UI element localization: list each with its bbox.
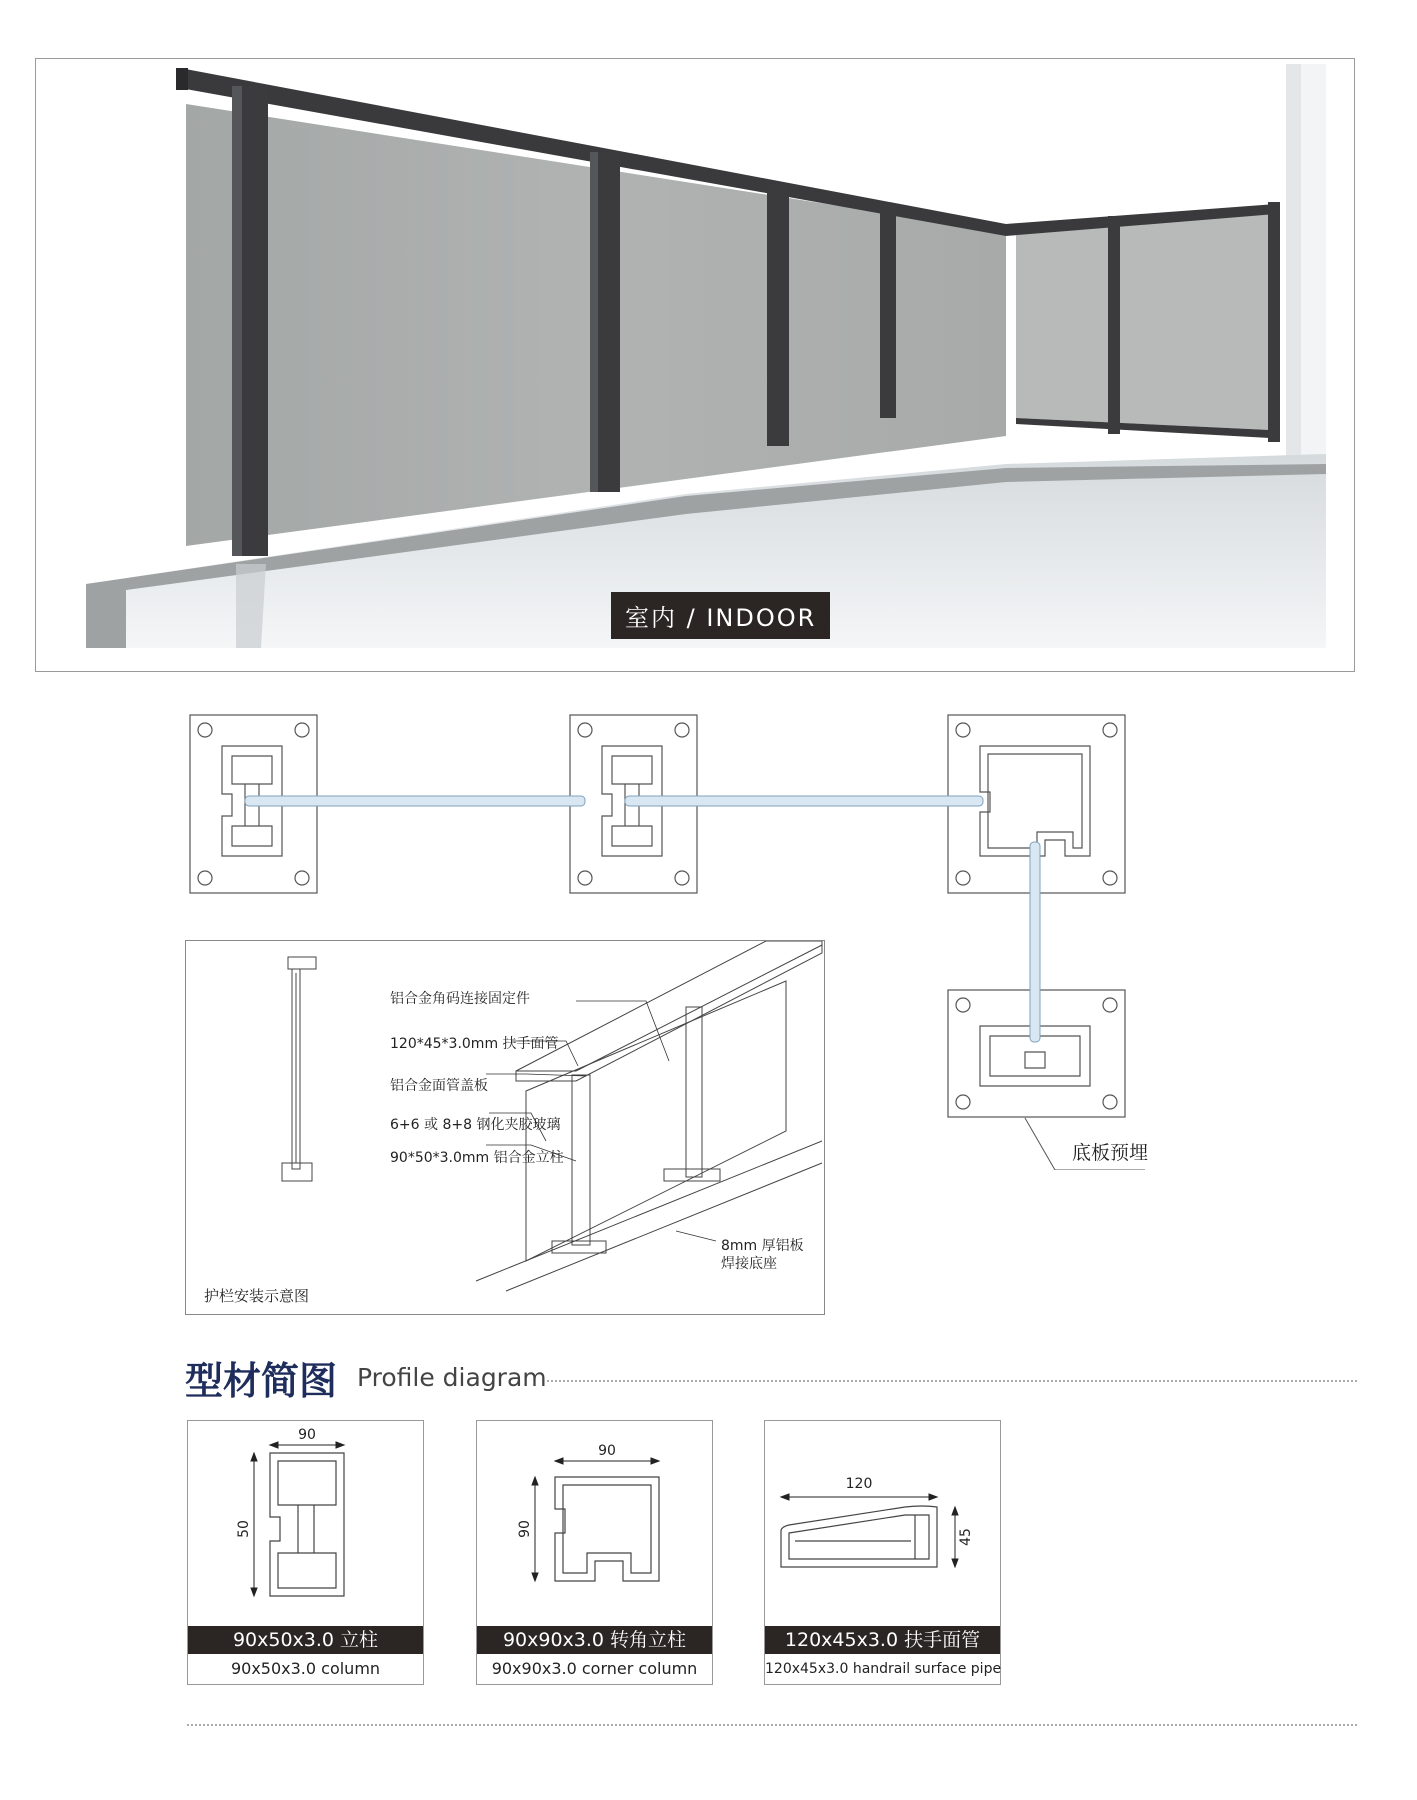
card-label-en: 90x90x3.0 corner column [491, 1659, 698, 1678]
profile-card-handrail [764, 1420, 1001, 1685]
glass-line-3 [1030, 842, 1040, 1042]
section-divider-bottom [187, 1724, 1357, 1726]
back-wall-edge [1301, 64, 1326, 464]
post-3d-2 [686, 1007, 702, 1177]
indoor-badge: 室内 / INDOOR [611, 592, 830, 639]
floor-reflection [236, 564, 266, 648]
callout-base-line1: 8mm 厚铝板 [721, 1238, 804, 1254]
callout-glass: 6+6 或 8+8 钢化夹胶玻璃 [390, 1117, 561, 1133]
post-end [1268, 202, 1280, 442]
section-handrail [288, 957, 316, 969]
glass-line-1 [245, 796, 585, 806]
callout-base-line2: 焊接底座 [721, 1256, 777, 1272]
post-corner-right [1108, 216, 1120, 434]
post-4 [880, 204, 896, 418]
corner-column-profile-drawing [477, 1421, 712, 1626]
glass-line-2 [625, 796, 983, 806]
profile-card-corner-column [476, 1420, 713, 1685]
card-label-cn: 120x45x3.0 扶手面管 [765, 1626, 1000, 1654]
callout-bracket: 铝合金角码连接固定件 [390, 991, 530, 1007]
section-divider-top [547, 1380, 1357, 1382]
dim-width: 90 [298, 1427, 316, 1443]
section-base [282, 1163, 312, 1181]
card-label-en: 120x45x3.0 handrail surface pipe [765, 1661, 1002, 1677]
handrail-end-cap [176, 68, 188, 90]
post-2-highlight [590, 152, 598, 492]
dim-height: 50 [236, 1520, 252, 1538]
handrail-profile-drawing [765, 1421, 1000, 1626]
glass-panel-corner [1016, 209, 1270, 430]
post-1-highlight [232, 86, 242, 556]
callout-handrail: 120*45*3.0mm 扶手面管 [390, 1036, 559, 1052]
dim-width: 120 [845, 1476, 873, 1492]
profile-title-cn: 型材简图 [185, 1359, 338, 1403]
post-3d-1 [572, 1075, 590, 1245]
card-label-cn: 90x50x3.0 立柱 [188, 1626, 423, 1654]
base-plate-3d-2 [664, 1169, 720, 1181]
dim-height: 45 [958, 1528, 974, 1546]
install-caption: 护栏安装示意图 [204, 1287, 310, 1305]
corner-column-profile [980, 746, 1090, 856]
base-label-leader [1025, 1118, 1055, 1170]
profile-card-column [187, 1420, 424, 1685]
dim-height: 90 [517, 1520, 533, 1538]
post-3 [767, 184, 789, 446]
indoor-railing-illustration [86, 64, 1326, 648]
callout-cover-plate: 铝合金面管盖板 [390, 1078, 488, 1094]
callout-post: 90*50*3.0mm 铝合金立柱 [390, 1150, 564, 1166]
glass-panel-3d [526, 981, 786, 1261]
profile-title-en: Profile diagram [357, 1363, 547, 1392]
base-embed-label: 底板预埋 [1072, 1142, 1149, 1164]
column-profile-drawing [188, 1421, 423, 1626]
card-label-en: 90x50x3.0 column [230, 1659, 381, 1678]
dim-width: 90 [598, 1443, 616, 1459]
card-label-cn: 90x90x3.0 转角立柱 [477, 1626, 712, 1654]
